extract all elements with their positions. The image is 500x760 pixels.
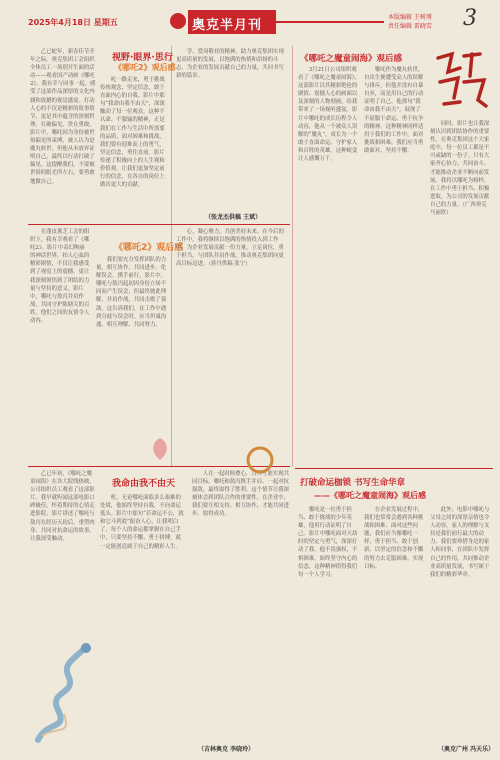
article-1-col-3: 学、爱岗敬业的精神，助力奥克集团实现更高质量的发展，以饱满的热情和昂扬的斗志，为企业的发展贡献自己的力量，共同书写新的篇章。 <box>176 49 284 80</box>
newspaper-logo-icon <box>170 13 186 29</box>
article-1-title: 视野·眼界·思行 <box>112 53 173 63</box>
article-2-title: 《哪吒2》观后感 <box>114 243 184 253</box>
article-2-col-3: 心，凝心聚力，共创美好未来。在今后的工作中，我将继续以饱满的热情投入到工作中，为企业发展贡献一份力量。立足岗位，勇于担当，与团队并肩作战，推动奥克集团向更高目标迈进。（蒋丹供稿 张宁） <box>176 229 284 268</box>
article-3-col-1: 3月21日公司组织观看了《哪吒之魔童闹海》，这部影片以其精彩绝伦的剧情、震撼人心的画面以及深刻的人物刻画，给我带来了一场视听盛宴。影片中哪吒的成长历程令人动容，他从一个被众人误解的“魔丸”，成长为一个敢于直面命运、守护家人和百姓的英雄，这种蜕变让人感慨万千。 <box>298 67 360 163</box>
article-4-author: （吉林奥克 李晓玲） <box>198 746 255 753</box>
article-5-subtitle: ——《哪吒之魔童闹海》观后感 <box>314 491 426 500</box>
article-4-col-3: 人在一起时候叠心，合作才能实现共同目标。哪吒和敖丙携手并肩、一起对抗强敌，最终取得了胜利。这个情节让我深刻体会到团队合作的重要性。在企业中，我们要互相支持、相互协作，才能共同进步、取得成功。 <box>192 471 290 518</box>
editors <box>388 13 432 31</box>
editor-line-2: 责任编辑 雷晓雪 <box>388 23 432 30</box>
page-header <box>0 0 500 40</box>
page-number: 3 <box>463 6 477 31</box>
dragon-illustration <box>28 640 98 750</box>
article-3-col-3: 同时，影片也让我深刻认识到团结协作的重要性。在奥克集团这个大家庭中，每一位员工都是不可或缺的一份子。只有大家齐心协力、共同奋斗，才能推动企业不断向前发展。我将以哪吒为榜样，在工作中勇于担当、积极进取，为公司的发展贡献自己的力量。（广西奥克 马丽欣） <box>430 121 490 217</box>
masthead-title: 奥克半月刊 <box>192 18 263 33</box>
calligraphy-logo <box>430 48 492 114</box>
article-5-author: （奥克广州 冯天乐） <box>438 746 495 753</box>
lotus-icon <box>140 430 180 470</box>
article-2-col-1: 在蓬皮葱芝工会的组织下，我有幸观看了《哪吒2》。影片中奇幻绚丽的神话世界，扣人心弦的精彩剧情，不仅让我感受到了视觉上的震撼，更让我深刻领悟到了团结的力量与坚持的意义。影片中，哪吒与敖丙并肩作战，共同守护陈塘关的百姓，他们之间的友情令人动容。 <box>30 229 90 325</box>
article-1-author: （张龙杰供稿 王斌） <box>205 214 262 221</box>
masthead-rule <box>276 21 384 23</box>
article-4-col-1: 乙已年初，《哪吒之魔童闹海》在各大院线热映。公司组织员工观看了这部影片。我早就听闻这部电影口碑极佳，怀着期待的心情走进影院。影片讲述了哪吒与敖丙在经历天劫后，重塑肉身、共同对抗命运的故事，让我深受触动。 <box>30 471 95 542</box>
article-5-title: 打破命运枷锁 书写生命华章 <box>300 478 405 488</box>
editor-line-1: 本版编辑 王树博 <box>388 14 432 21</box>
article-2-col-2: 我们要充分发挥团队的力量，相互协作，共同进步。化解误会，携手前行。影片中，哪吒与敖丙起初因身份立场不同而产生误会，但最终彼此理解、并肩作战，共同击败了强敌。这告诉我们，在工作中遇到分歧与误会时，应当坦诚沟通、相互理解、共同努力。 <box>96 257 167 328</box>
article-4-title: 我命由我不由天 <box>112 479 176 489</box>
article-1-col-2: 吒一路走来，勇于挑战传统观念，坚定信念，敢于直面内心的自我。影片中那句“我命由我不由天”，深深触动了每一位观众。这种不认命、不服输的精神，正是我们在工作与生活中所需要的品质。面对困难和挑战，我们要有迎难而上的勇气，坚定信念，勇往直前。影片传递了积极向上的人生观和价值观，让我们更加坚定前行的信念，在各自的岗位上做出更大的贡献。 <box>100 77 165 189</box>
issue-date: 2025年4月18日 星期五 <box>28 18 118 27</box>
article-4-col-2: 机，无论哪吒面临多么艰难的处境，他始终坚持自我，不向命运低头。影片中那句“若命运不公，就和它斗到底”振奋人心，让我明白了，每个人的命运都掌握在自己手中，只要坚持不懈、勇于拼搏，就一定能创造属于自己的精彩人生。 <box>100 495 184 550</box>
ring-icon <box>240 440 280 480</box>
article-3-title: 《哪吒之魔童闹海》观后感 <box>300 54 403 64</box>
article-5-col-3: 此外，电影中哪吒与父母之间的深厚亲情也令人动容，家人的理解与支持是我们前行最大的动力。我们要珍惜身边的家人和同事，在团队中发挥自己的作用，共同推动企业高质量发展，书写属于我们的精彩华章。 <box>430 507 490 578</box>
article-1-subtitle: 《哪吒2》观后感 <box>114 63 176 72</box>
article-1-col-1: 乙已蛇年，新春佳节开年之际，奥克集团工会组织全体员工一场别开生面的活动——观看国产动画《哪吒2》。我有幸与同事一起，感受了这部作品深厚的文化内涵和震撼的视觉盛宴。打动人心的不仅是精彩的故事情节，更是其中蕴含的深刻哲理。打破偏见，贵在勇敢。影片中，哪吒因为身份被世俗偏见所束缚，被人认为是魔丸转世，但他从未放弃证明自己，最终以行动打破了偏见。这提醒我们，不要被世俗的眼光所左右，要勇敢地做自己。 <box>30 49 96 185</box>
article-5-col-1: 哪吒是一位勇于担当、敢于挑战的少年英雄，他用行动证明了自己。影片中哪吒面对天劫时的坚定与勇气，深深打动了我。他不畏强权，不惧困难，始终坚守内心的信念，这种精神值得我们每一个人学习。 <box>298 507 358 578</box>
article-5-col-2: 在企业发展过程中，我们也常常会遇到各种挑战和困难。面对这些问题，我们应当像哪吒一样，勇于担当、敢于创新，以坚定的信念和不懈的努力去克服困难，实现目标。 <box>364 507 424 570</box>
article-3-col-2: 哪吒作为魔丸转世，自出生便遭受众人的误解与排斥，但他并没有自暴自弃，而是用自己的行动证明了自己。他那句“我命由我不由天”，展现了不屈服于命运、勇于抗争的精神。这种精神同样适用于我们的工作中，面对挑战和困难，我们应当勇敢面对、坚持不懈。 <box>364 67 424 154</box>
